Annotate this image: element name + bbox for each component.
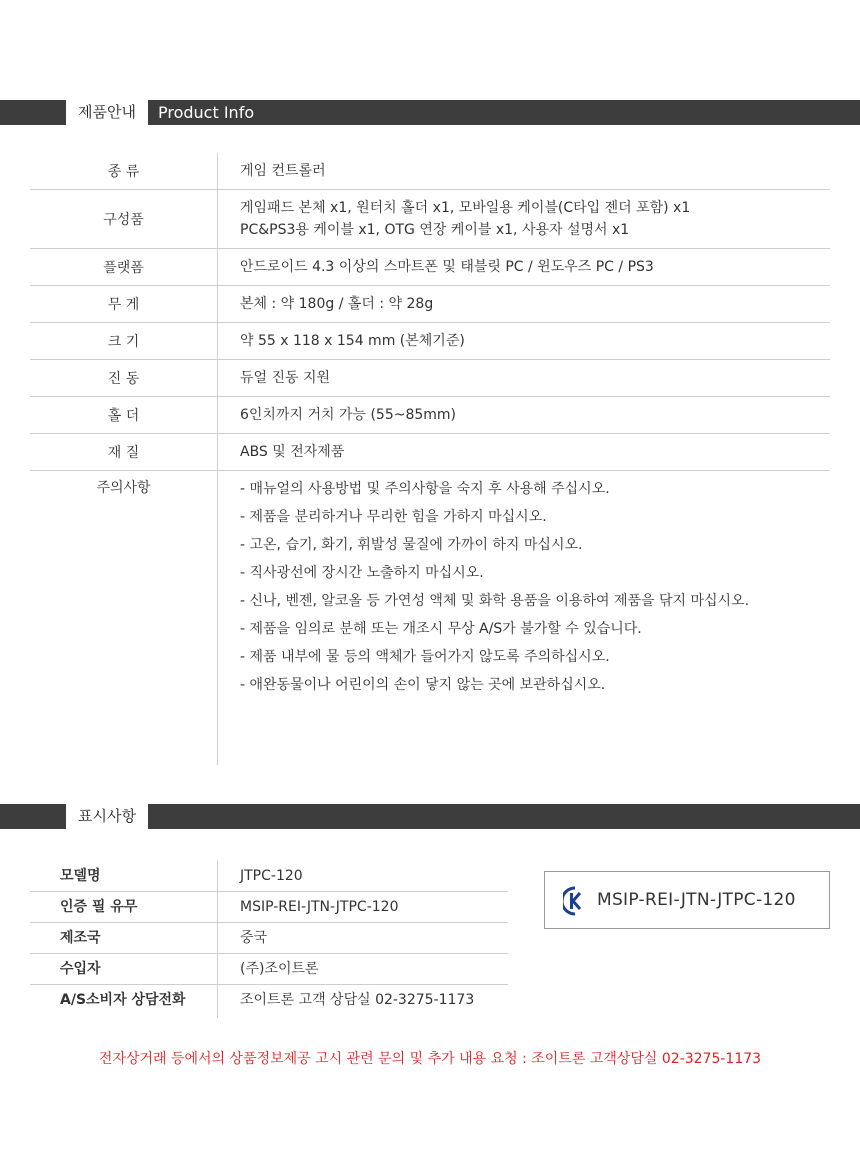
display-info-title: 표시사항 xyxy=(66,804,148,829)
disp-label: 인증 필 유무 xyxy=(30,892,218,922)
disp-row-importer xyxy=(30,954,508,985)
product-info-title-ko: 제품안내 xyxy=(66,100,148,125)
caution-item: - 제품 내부에 물 등의 액체가 들어가지 않도록 주의하십시오. xyxy=(240,649,610,665)
info-value-line: 본체 : 약 180g / 홀더 : 약 28g xyxy=(240,296,434,312)
info-value-line: PC&PS3용 케이블 x1, OTG 연장 케이블 x1, 사용자 설명서 x1 xyxy=(240,222,630,238)
disp-label: A/S소비자 상담전화 xyxy=(30,985,218,1018)
info-value xyxy=(218,249,830,285)
info-row-components xyxy=(30,190,830,249)
cautions-list xyxy=(218,471,830,765)
info-row-material xyxy=(30,434,830,471)
disp-label: 제조국 xyxy=(30,923,218,953)
info-row-size xyxy=(30,323,830,360)
info-label: 크 기 xyxy=(30,323,218,359)
info-row-holder xyxy=(30,397,830,434)
caution-item: - 매뉴얼의 사용방법 및 주의사항을 숙지 후 사용해 주십시오. xyxy=(240,481,610,497)
certification-code: MSIP-REI-JTN-JTPC-120 xyxy=(597,890,796,910)
info-value xyxy=(218,190,830,248)
info-label: 재 질 xyxy=(30,434,218,470)
disp-row-model xyxy=(30,861,508,892)
info-label: 진 동 xyxy=(30,360,218,396)
info-row-type xyxy=(30,153,830,190)
info-value xyxy=(218,153,830,189)
info-value-line: 6인치까지 거치 가능 (55~85mm) xyxy=(240,407,457,423)
disp-row-certification xyxy=(30,892,508,923)
disp-value: 조이트론 고객 상담실 02-3275-1173 xyxy=(240,992,475,1008)
info-value-line: 약 55 x 118 x 154 mm (본체기준) xyxy=(240,333,465,349)
product-info-title-en: Product Info xyxy=(158,103,255,122)
caution-item: - 신나, 벤젠, 알코올 등 가연성 액체 및 화학 용품을 이용하여 제품을 닦지 마십시오. xyxy=(240,593,750,609)
info-value xyxy=(218,397,830,433)
caution-item: - 제품을 임의로 분해 또는 개조시 무상 A/S가 불가할 수 있습니다. xyxy=(240,621,642,637)
info-value-line: 게임 컨트롤러 xyxy=(240,163,326,179)
info-value-line: 게임패드 본체 x1, 원터치 홀더 x1, 모바일용 케이블(C타입 젠더 포함) x1 xyxy=(240,200,691,216)
caution-item: - 직사광선에 장시간 노출하지 마십시오. xyxy=(240,565,484,581)
info-row-weight xyxy=(30,286,830,323)
info-label: 구성품 xyxy=(30,190,218,248)
caution-item: - 애완동물이나 어린이의 손이 닿지 않는 곳에 보관하십시오. xyxy=(240,677,606,693)
info-row-platform xyxy=(30,249,830,286)
info-row-cautions xyxy=(30,471,830,765)
info-value-line: 듀얼 진동 지원 xyxy=(240,370,331,386)
certification-box xyxy=(544,871,830,929)
disp-value: JTPC-120 xyxy=(240,868,303,884)
disp-row-support-phone xyxy=(30,985,508,1018)
disp-label: 수입자 xyxy=(30,954,218,984)
product-info-table xyxy=(30,153,830,765)
info-label: 무 게 xyxy=(30,286,218,322)
info-label: 플랫폼 xyxy=(30,249,218,285)
disp-label: 모델명 xyxy=(30,861,218,891)
info-value xyxy=(218,360,830,396)
display-info-table xyxy=(30,861,508,1018)
caution-item: - 고온, 습기, 화기, 휘발성 물질에 가까이 하지 마십시오. xyxy=(240,537,583,553)
kc-mark-icon xyxy=(563,886,587,916)
disp-value: (주)조이트론 xyxy=(240,961,319,977)
info-value xyxy=(218,323,830,359)
caution-item: - 제품을 분리하거나 무리한 힘을 가하지 마십시오. xyxy=(240,509,547,525)
disp-value: MSIP-REI-JTN-JTPC-120 xyxy=(240,899,399,915)
disp-value: 중국 xyxy=(240,930,268,946)
info-label: 종 류 xyxy=(30,153,218,189)
info-value-line: ABS 및 전자제품 xyxy=(240,444,345,460)
info-value xyxy=(218,286,830,322)
product-info-header-bar xyxy=(0,100,860,125)
footer-notice: 전자상거래 등에서의 상품정보제공 고시 관련 문의 및 추가 내용 요청 : 조이트론 고객상담실 02-3275-1173 xyxy=(98,1051,762,1067)
info-label: 주의사항 xyxy=(30,471,218,765)
info-row-vibration xyxy=(30,360,830,397)
info-label: 홀 더 xyxy=(30,397,218,433)
info-value xyxy=(218,434,830,470)
display-info-header-bar xyxy=(0,804,860,829)
disp-row-country xyxy=(30,923,508,954)
info-value-line: 안드로이드 4.3 이상의 스마트폰 및 태블릿 PC / 윈도우즈 PC / PS3 xyxy=(240,259,654,275)
